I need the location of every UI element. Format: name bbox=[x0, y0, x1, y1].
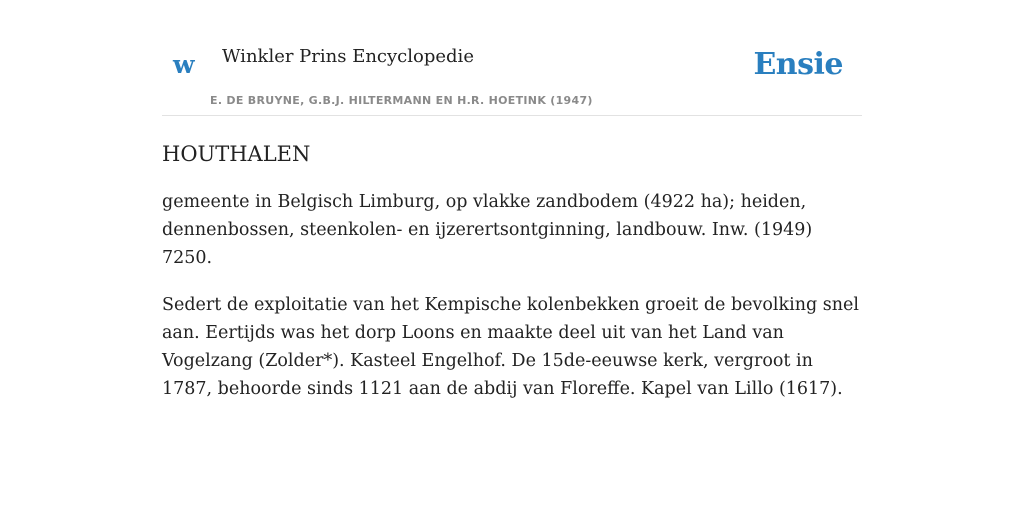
encyclopedia-authors: E. DE BRUYNE, G.B.J. HILTERMANN EN H.R. HOETINK (1947) bbox=[210, 94, 593, 107]
encyclopedia-header bbox=[162, 0, 862, 116]
entry-page bbox=[162, 0, 862, 403]
article-paragraph: Sedert de exploitatie van het Kempische kolenbekken groeit de bevolking snel aan. Eertijds was het dorp Loons en maakte deel uit van het Land van Vogelzang (Zolder*). Kasteel Engelhof. De 15de-eeuwse kerk, vergroot in 1787, behoorde sinds 1121 aan de abdij van Floreffe. Kapel van Lillo (1617). bbox=[162, 295, 859, 400]
ensie-logo[interactable]: Ensie bbox=[753, 47, 843, 82]
article-headword: HOUTHALEN bbox=[162, 142, 311, 166]
encyclopedia-title[interactable]: Winkler Prins Encyclopedie bbox=[222, 46, 474, 67]
winkler-prins-logo-icon[interactable]: w bbox=[173, 50, 195, 79]
article-paragraph: gemeente in Belgisch Limburg, op vlakke zandbodem (4922 ha); heiden, dennenbossen, steenkolen- en ijzerertsontginning, landbouw. Inw. (1949) 7250. bbox=[162, 192, 813, 269]
